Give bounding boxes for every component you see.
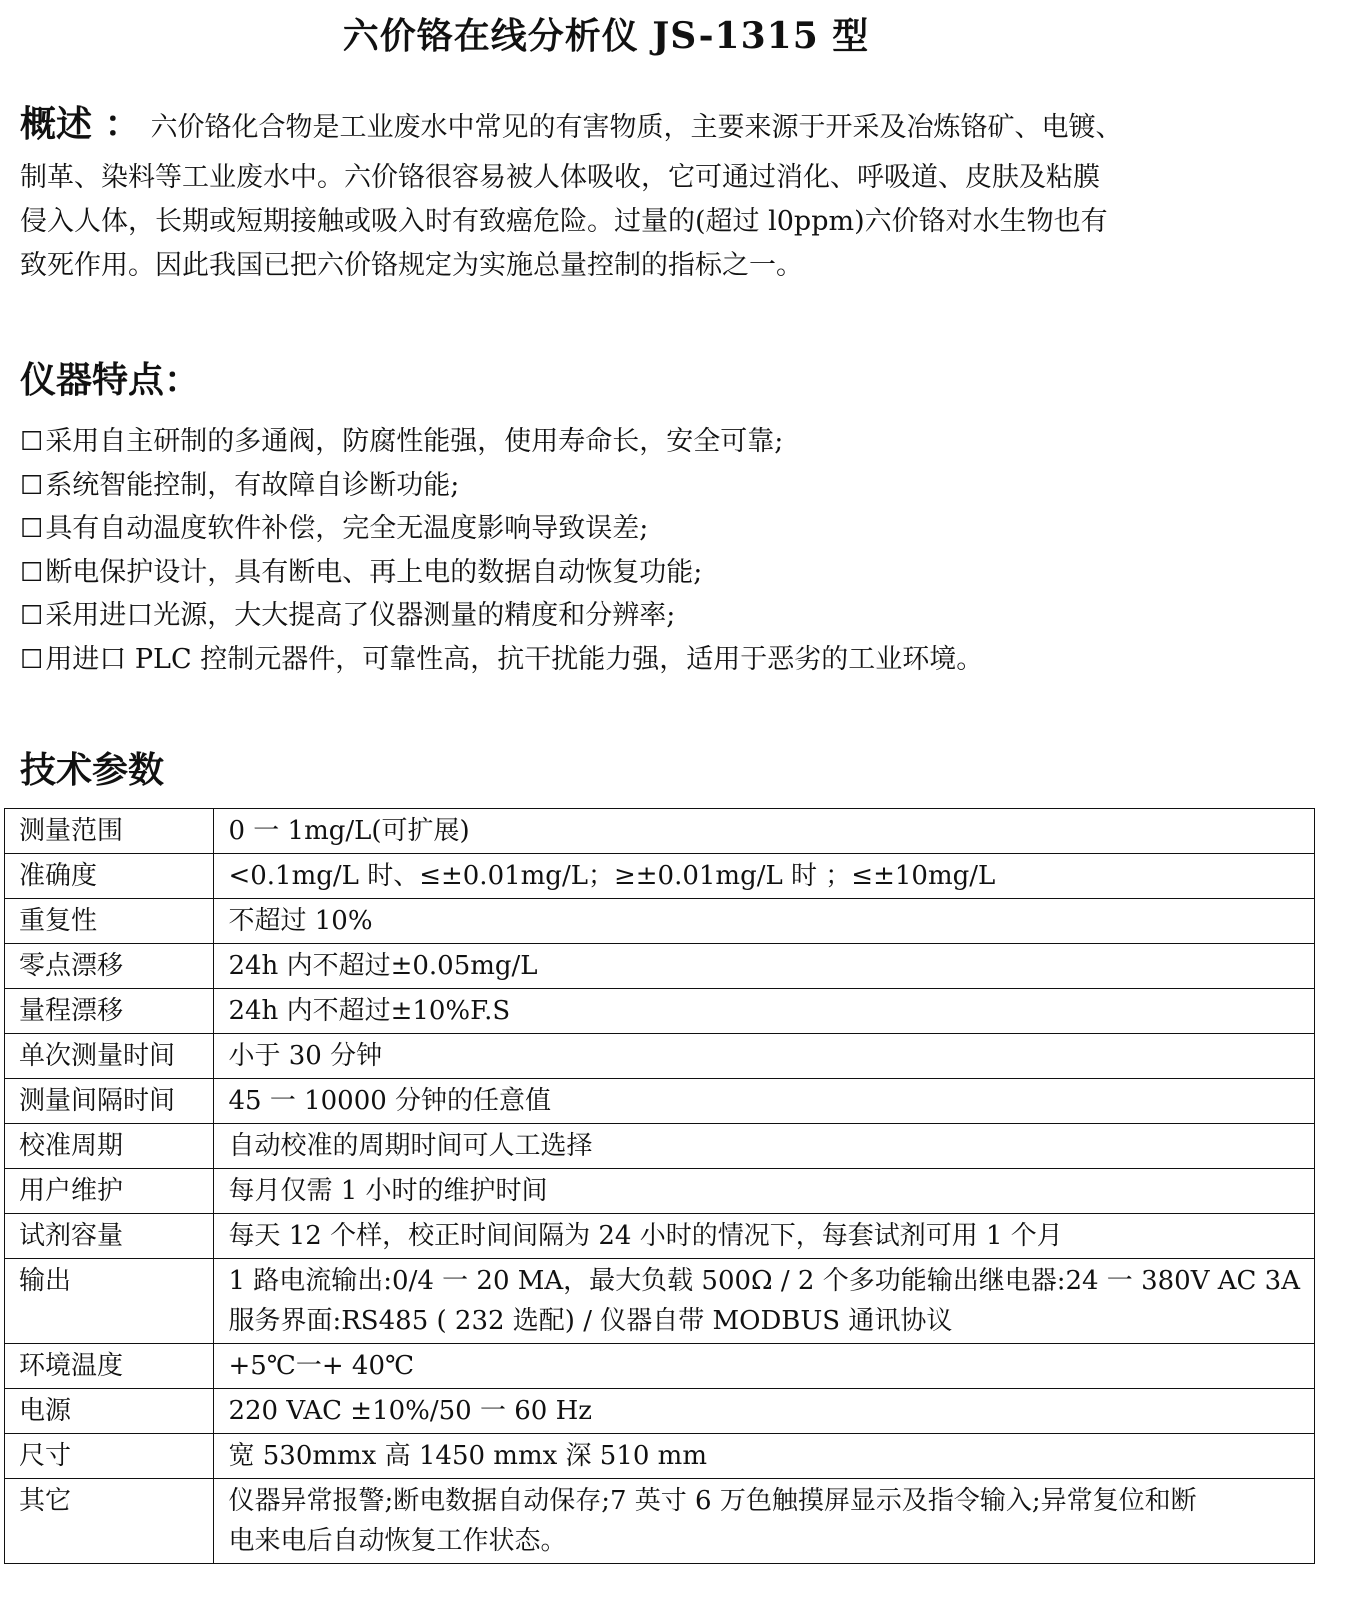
spec-value-line: 小于 30 分钟: [228, 1041, 383, 1071]
page-title: 六价铬在线分析仪 JS-1315 型: [342, 15, 870, 57]
table-row: [5, 1389, 1315, 1434]
overview-text: 六价铬化合物是工业废水中常见的有害物质，主要来源于开采及冶炼铬矿、电镀、: [150, 112, 1123, 143]
spec-value-line: 每天 12 个样，校正时间间隔为 24 小时的情况下，每套试剂可用 1 个月: [228, 1221, 1063, 1251]
spec-value-line: 24h 内不超过±0.05mg/L: [228, 951, 538, 981]
checkbox-icon: ☐: [20, 557, 44, 588]
table-row: [5, 854, 1315, 899]
spec-label: 环境温度: [5, 1344, 214, 1389]
spec-value-line: 自动校准的周期时间可人工选择: [228, 1131, 593, 1161]
spec-value-line: 服务界面:RS485 ( 232 选配) / 仪器自带 MODBUS 通讯协议: [228, 1306, 953, 1336]
table-row: [5, 809, 1315, 854]
spec-label: 准确度: [5, 854, 214, 899]
overview-line: 致死作用。因此我国已把六价铬规定为实施总量控制的指标之一。: [20, 250, 803, 281]
spec-value: [214, 1214, 1315, 1259]
table-row: [5, 1079, 1315, 1124]
table-row: [5, 1124, 1315, 1169]
spec-label: 校准周期: [5, 1124, 214, 1169]
feature-item: [20, 551, 983, 595]
feature-text: 采用自主研制的多通阀，防腐性能强，使用寿命长，安全可靠;: [45, 426, 784, 457]
spec-value: [214, 1079, 1315, 1124]
checkbox-icon: ☐: [20, 514, 44, 544]
overview-line: 制革、染料等工业废水中。六价铬很容易被人体吸收，它可通过消化、呼吸道、皮肤及粘膜: [20, 162, 1100, 193]
spec-value-line: 宽 530mmx 高 1450 mmx 深 510 mm: [228, 1441, 707, 1471]
spec-label: 零点漂移: [5, 944, 214, 989]
spec-label: 重复性: [5, 899, 214, 944]
spec-value: [214, 899, 1315, 944]
feature-item: [20, 420, 983, 464]
spec-value: [214, 1034, 1315, 1079]
checkbox-icon: ☐: [20, 601, 44, 631]
spec-label: 单次测量时间: [5, 1034, 214, 1079]
feature-text: 系统智能控制，有故障自诊断功能;: [45, 469, 460, 501]
table-row: [5, 1034, 1315, 1079]
spec-value: [214, 1124, 1315, 1169]
spec-label: 电源: [5, 1389, 214, 1434]
spec-label: 试剂容量: [5, 1214, 214, 1259]
feature-item: [20, 507, 983, 551]
overview-line: 侵入人体，长期或短期接触或吸入时有致癌危险。过量的(超过 l0ppm)六价铬对水生物也有: [20, 206, 1108, 237]
specs-table: [4, 808, 1315, 1564]
feature-text: 断电保护设计，具有断电、再上电的数据自动恢复功能;: [45, 556, 703, 588]
spec-value: [214, 1259, 1315, 1344]
spec-value-line: <0.1mg/L 时、≤±0.01mg/L；≥±0.01mg/L 时 ；≤±10mg/L: [228, 861, 996, 891]
spec-label: 尺寸: [5, 1434, 214, 1479]
features-heading: 仪器特点：: [20, 359, 201, 401]
table-row: [5, 1169, 1315, 1214]
spec-value-line: 每月仅需 1 小时的维护时间: [228, 1176, 548, 1206]
spec-value-line: 不超过 10%: [228, 906, 373, 936]
table-row: [5, 1479, 1315, 1564]
table-row: [5, 1259, 1315, 1344]
feature-text: 采用进口光源，大大提高了仪器测量的精度和分辨率;: [45, 600, 676, 631]
spec-value-line: 220 VAC ±10%/50 一 60 Hz: [228, 1396, 592, 1426]
spec-value-line: 仪器异常报警;断电数据自动保存;7 英寸 6 万色触摸屏显示及指令输入;异常复位和断: [228, 1486, 1197, 1516]
spec-value-line: +5℃一+ 40℃: [228, 1351, 415, 1381]
feature-text: 用进口 PLC 控制元器件，可靠性高，抗干扰能力强，适用于恶劣的工业环境。: [45, 643, 984, 675]
table-row: [5, 1434, 1315, 1479]
spec-value: [214, 854, 1315, 899]
spec-value-line: 0 一 1mg/L(可扩展): [228, 816, 470, 846]
spec-value-line: 电来电后自动恢复工作状态。: [228, 1526, 567, 1556]
spec-value-line: 1 路电流输出:0/4 一 20 MA，最大负载 500Ω / 2 个多功能输出继电器:24 一 380V AC 3A: [228, 1266, 1300, 1296]
overview-line: [20, 98, 1200, 150]
table-row: [5, 1344, 1315, 1389]
checkbox-icon: ☐: [20, 644, 44, 675]
spec-value: [214, 1434, 1315, 1479]
spec-value: [214, 809, 1315, 854]
table-row: [5, 1214, 1315, 1259]
specs-heading: 技术参数: [20, 749, 165, 791]
feature-item: [20, 638, 983, 682]
spec-value: [214, 1344, 1315, 1389]
spec-value-line: 45 一 10000 分钟的任意值: [228, 1086, 552, 1116]
spec-value: [214, 989, 1315, 1034]
spec-label: 用户维护: [5, 1169, 214, 1214]
spec-label: 量程漂移: [5, 989, 214, 1034]
table-row: [5, 989, 1315, 1034]
feature-text: 具有自动温度软件补偿，完全无温度影响导致误差;: [45, 513, 649, 544]
overview-section: [20, 98, 1200, 288]
spec-label: 其它: [5, 1479, 214, 1564]
spec-value: [214, 944, 1315, 989]
table-row: [5, 899, 1315, 944]
spec-value: [214, 1389, 1315, 1434]
spec-value: [214, 1169, 1315, 1214]
spec-label: 测量间隔时间: [5, 1079, 214, 1124]
feature-item: [20, 594, 983, 638]
checkbox-icon: ☐: [20, 470, 44, 501]
spec-label: 输出: [5, 1259, 214, 1344]
overview-heading: 概述 ：: [20, 103, 141, 145]
spec-label: 测量范围: [5, 809, 214, 854]
spec-value-line: 24h 内不超过±10%F.S: [228, 996, 511, 1026]
checkbox-icon: ☐: [20, 427, 44, 457]
table-row: [5, 944, 1315, 989]
spec-value: [214, 1479, 1315, 1564]
feature-item: [20, 464, 983, 508]
features-list: [20, 420, 983, 681]
